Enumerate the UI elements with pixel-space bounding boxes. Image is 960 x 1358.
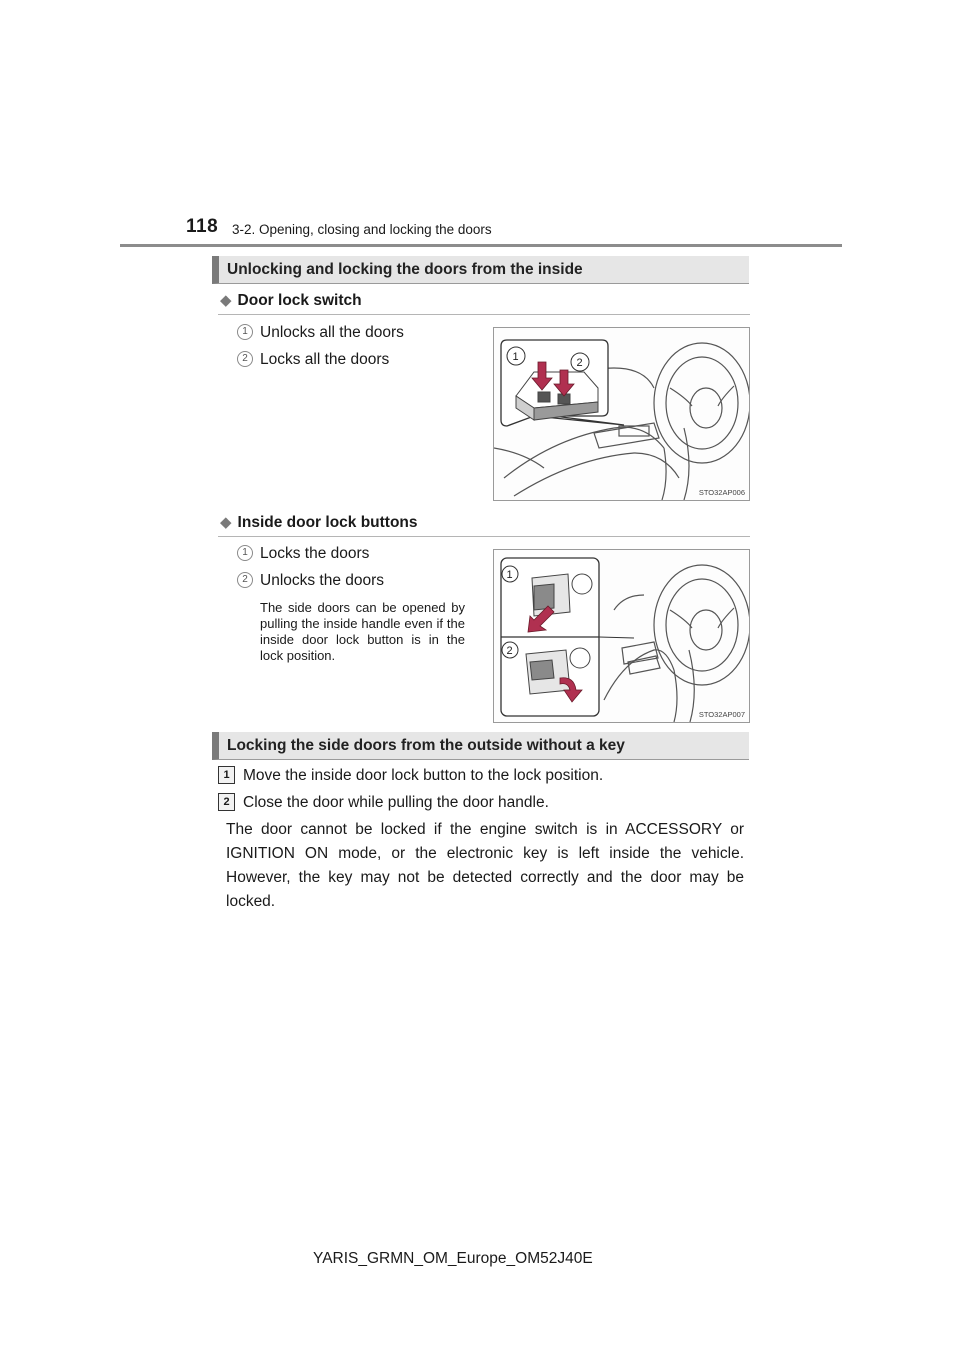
item-number-circle: 2 (237, 351, 253, 367)
diamond-bullet-icon: ◆ (220, 514, 232, 531)
page-number: 118 (186, 216, 219, 237)
item-number-circle: 1 (237, 545, 253, 561)
diamond-bullet-icon: ◆ (220, 292, 232, 309)
item-text-unlocks-all: Unlocks all the doors (260, 324, 404, 341)
step-number-badge: 1 (218, 766, 235, 784)
footer-document-id: YARIS_GRMN_OM_Europe_OM52J40E (313, 1250, 593, 1267)
item-number-circle: 1 (237, 324, 253, 340)
sub-heading-rule (218, 314, 750, 315)
section-title: Locking the side doors from the outside without a key (227, 737, 625, 754)
figure-inside-door-lock-buttons (493, 549, 750, 723)
item-text-unlocks-doors: Unlocks the doors (260, 572, 385, 589)
figure-code: STO32AP006 (698, 488, 745, 497)
note-text: The side doors can be opened by pulling the inside handle even if the inside door lock button is in the lock position. (260, 600, 465, 663)
item-text-locks-doors: Locks the doors (260, 545, 370, 562)
sub-heading-text: Inside door lock buttons (237, 514, 418, 531)
body-paragraph: The door cannot be locked if the engine switch is in ACCESSORY or IGNITION ON mode, or the electronic key is left inside the vehicle. However, the key may not be detected correctly and the door may be locked. (226, 821, 744, 910)
inside-door-lock-buttons-illustration (494, 550, 749, 722)
sub-heading-inside-door-lock-buttons (220, 513, 418, 532)
item-number-circle: 2 (237, 572, 253, 588)
step-text-move-button: Move the inside door lock button to the lock position. (243, 767, 604, 784)
section-heading-locking-outside-without-key (212, 732, 749, 760)
sub-heading-text: Door lock switch (237, 292, 362, 309)
figure-callout-2: 2 (576, 357, 583, 369)
figure-callout-1: 1 (506, 569, 513, 581)
door-lock-switch-illustration (494, 328, 749, 500)
figure-door-lock-switch (493, 327, 750, 501)
step-text-close-door: Close the door while pulling the door handle. (243, 794, 549, 811)
chapter-title: 3-2. Opening, closing and locking the doors (232, 222, 492, 237)
section-title: Unlocking and locking the doors from the inside (227, 261, 583, 278)
sub-heading-door-lock-switch (220, 291, 362, 310)
figure-code: STO32AP007 (698, 710, 745, 719)
figure-callout-2: 2 (506, 645, 513, 657)
section-heading-unlocking-locking-inside (212, 256, 749, 284)
header-rule (120, 244, 842, 247)
figure-callout-1: 1 (512, 351, 519, 363)
sub-heading-rule (218, 536, 750, 537)
step-number-badge: 2 (218, 793, 235, 811)
item-text-locks-all: Locks all the doors (260, 351, 390, 368)
